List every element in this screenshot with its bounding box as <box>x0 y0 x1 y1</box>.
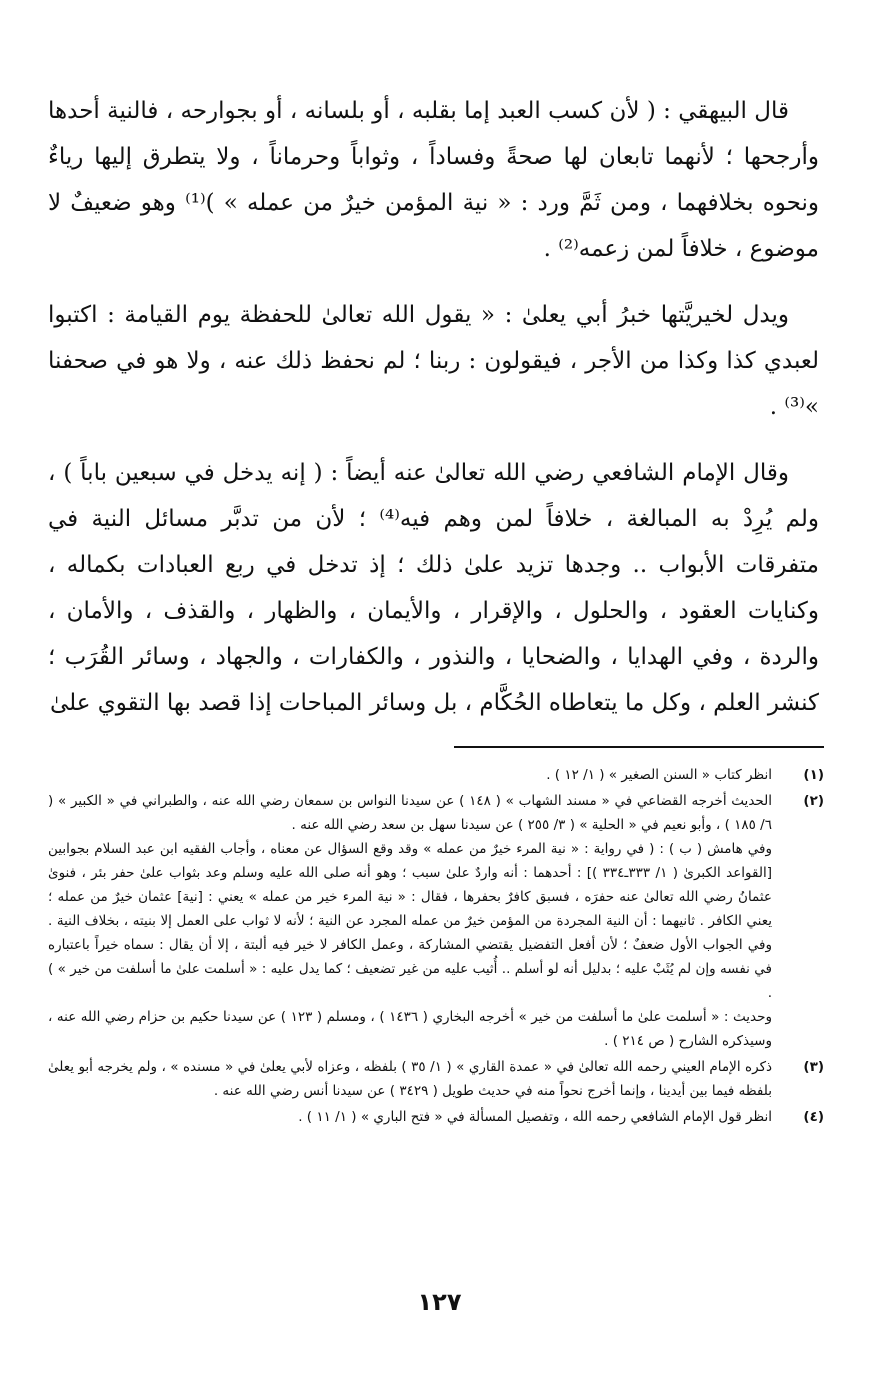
footnote-number: (١) <box>803 767 824 783</box>
footnotes <box>48 763 824 1131</box>
footnote-number: (٢) <box>803 793 824 809</box>
main-text <box>48 88 819 726</box>
paragraph-bayhaqi: قال البيهقي : ( لأن كسب العبد إما بقلبه ، أو بلسانه ، أو بجوارحه ، فالنية أحدها وأرجحها ؛ لأنهما تابعان لها صحةً وفساداً ، وثواباً وحرماناً ، ولا يتطرق إليها رياءٌ ونحوه بخلافهما ، ومن ثَمَّ ورد : « نية المؤمن خيرٌ من عمله » )⁽¹⁾ وهو ضعيفٌ لا موضوع ، خلافاً لمن زعمه⁽²⁾ . <box>48 98 819 262</box>
footnote-text: الحديث أخرجه القضاعي في « مسند الشهاب » ( ١٤٨ ) عن سيدنا النواس بن سمعان رضي الله عنه ، والطبراني في « الكبير » ( ٦/ ١٨٥ ) ، وأبو نعيم في « الحلية » ( ٣/ ٢٥٥ ) عن سيدنا سهل بن سعد رضي الله عنه . <box>48 793 772 833</box>
footnote-2 <box>48 789 824 1053</box>
footnote-text: وفي هامش ( ب ) : ( في رواية : « نية المرء خيرٌ من عمله » وقد وقع السؤال عن معناه ، وأجاب الفقيه ابن عبد السلام بجوابين [القواعد الكبرىٰ ( ١/ ٣٣٣ـ٣٣٤ )] : أحدهما : أنه واردٌ علىٰ سبب ؛ وهو أنه صلى الله عليه وسلم وعد بثواب علىٰ حفر بئر ، فنوىٰ عثمانُ رضي الله تعالىٰ عنه حفرَه ، فسبق كافرٌ بحفرها ، فقال : « نية المرء خير من عمله » يعني : [نية] عثمان خيرٌ من عمله ؛ يعني الكافر . ثانيهما : أن النية المجردة من المؤمن خيرٌ من عمله المجرد عن النية ؛ لأنه لا ثواب على العمل إلا بنيته ، بخلاف النية . وفي الجواب الأول ضعفٌ ؛ لأن أفعل التفضيل يقتضي المشاركة ، وعمل الكافر لا خير فيه ألبتة ، إلا أن يقال : سماه خيراً باعتباره في نفسه وإن لم يُثَبْ عليه ؛ بدليل أنه لو أسلم .. أُثيب عليه من غير تضعيف ؛ كما يدل عليه : « أسلمت علىٰ ما أسلفت من خير » ) . <box>48 841 772 1001</box>
footnote-1 <box>48 763 824 787</box>
paragraph-shafii: وقال الإمام الشافعي رضي الله تعالىٰ عنه أيضاً : ( إنه يدخل في سبعين باباً ) ، ولم يُرِدْ به المبالغة ، خلافاً لمن وهم فيه⁽⁴⁾ ؛ لأن من تدبَّر مسائل النية في متفرقات الأبواب .. وجدها تزيد علىٰ ذلك ؛ إذ تدخل في ربع العبادات بكماله ، وكنايات العقود ، والحلول ، والإقرار ، والأيمان ، والظهار ، والقذف ، والأمان ، والردة ، وفي الهدايا ، والضحايا ، والنذور ، والكفارات ، والجهاد ، وسائر القُرَب ؛ كنشر العلم ، وكل ما يتعاطاه الحُكَّام ، بل وسائر المباحات إذا قصد بها التقوي علىٰ <box>48 460 819 716</box>
footnote-text: ذكره الإمام العيني رحمه الله تعالىٰ في « عمدة القاري » ( ١/ ٣٥ ) بلفظه ، وعزاه لأبي يعلىٰ في « مسنده » ، ولم يخرجه أبو يعلىٰ بلفظه فيما بين أيدينا ، وإنما أخرج نحواً منه في حديث طويل ( ٣٤٢٩ ) عن سيدنا أنس رضي الله عنه . <box>48 1059 773 1099</box>
footnote-text: وحديث : « أسلمت علىٰ ما أسلفت من خير » أخرجه البخاري ( ١٤٣٦ ) ، ومسلم ( ١٢٣ ) عن سيدنا حكيم بن حزام رضي الله عنه ، وسيذكره الشارح ( ص ٢١٤ ) . <box>48 1009 772 1049</box>
paragraph-abu-yala: ويدل لخيريَّتها خبرُ أبي يعلىٰ : « يقول الله تعالىٰ للحفظة يوم القيامة : اكتبوا لعبدي كذا وكذا من الأجر ، فيقولون : ربنا ؛ لم نحفظ ذلك عنه ، ولا هو في صحفنا »⁽³⁾ . <box>48 302 819 420</box>
footnote-text: انظر قول الإمام الشافعي رحمه الله ، وتفصيل المسألة في « فتح الباري » ( ١/ ١١ ) . <box>298 1109 772 1125</box>
footnote-text: انظر كتاب « السنن الصغير » ( ١/ ١٢ ) . <box>546 767 772 783</box>
page-number: ١٢٧ <box>417 1288 462 1316</box>
footnote-number: (٣) <box>803 1059 824 1075</box>
footnote-4 <box>48 1105 824 1129</box>
footnote-separator <box>454 746 824 748</box>
footnote-3 <box>48 1055 824 1103</box>
footnote-number: (٤) <box>803 1109 824 1125</box>
